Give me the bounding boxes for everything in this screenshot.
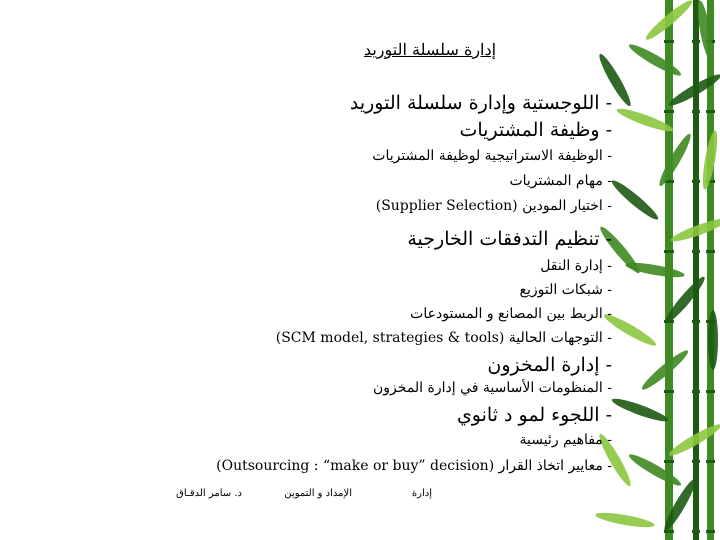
- list-item: - التوجهات الحالية (SCM model, strategies & tools): [275, 330, 612, 346]
- list-item: - مفاهيم رئيسية: [519, 432, 612, 448]
- list-item: - شبكات التوزيع: [519, 282, 612, 298]
- list-item: - تنظيم التدفقات الخارجية: [407, 228, 612, 250]
- list-item: - وظيفة المشتريات: [459, 119, 612, 141]
- bamboo-decoration: [595, 0, 720, 540]
- slide-title: إدارة سلسلة التوريد: [363, 40, 497, 59]
- list-item: - اللوجستية وإدارة سلسلة التوريد: [349, 92, 612, 114]
- list-item: - مهام المشتريات: [509, 173, 612, 189]
- list-item: - اختيار المودين (Supplier Selection): [375, 198, 612, 214]
- footer-left: د. سامر الدقـاق: [176, 488, 242, 499]
- footer-right: إدارة: [411, 488, 432, 499]
- list-item: - الربط بين المصانع و المستودعات: [410, 306, 612, 322]
- list-item: - معايير اتخاذ القرار (Outsourcing : “make or buy” decision): [216, 458, 612, 474]
- list-item: - إدارة النقل: [540, 258, 612, 274]
- footer-center: الإمداد و التموين: [284, 488, 352, 499]
- list-item: - المنظومات الأساسية في إدارة المخزون: [373, 380, 612, 396]
- list-item: - الوظيفة الاستراتيجية لوظيفة المشتريات: [372, 148, 612, 164]
- list-item: - إدارة المخزون: [487, 354, 612, 376]
- list-item: - اللجوء لمو د ثانوي: [456, 404, 612, 426]
